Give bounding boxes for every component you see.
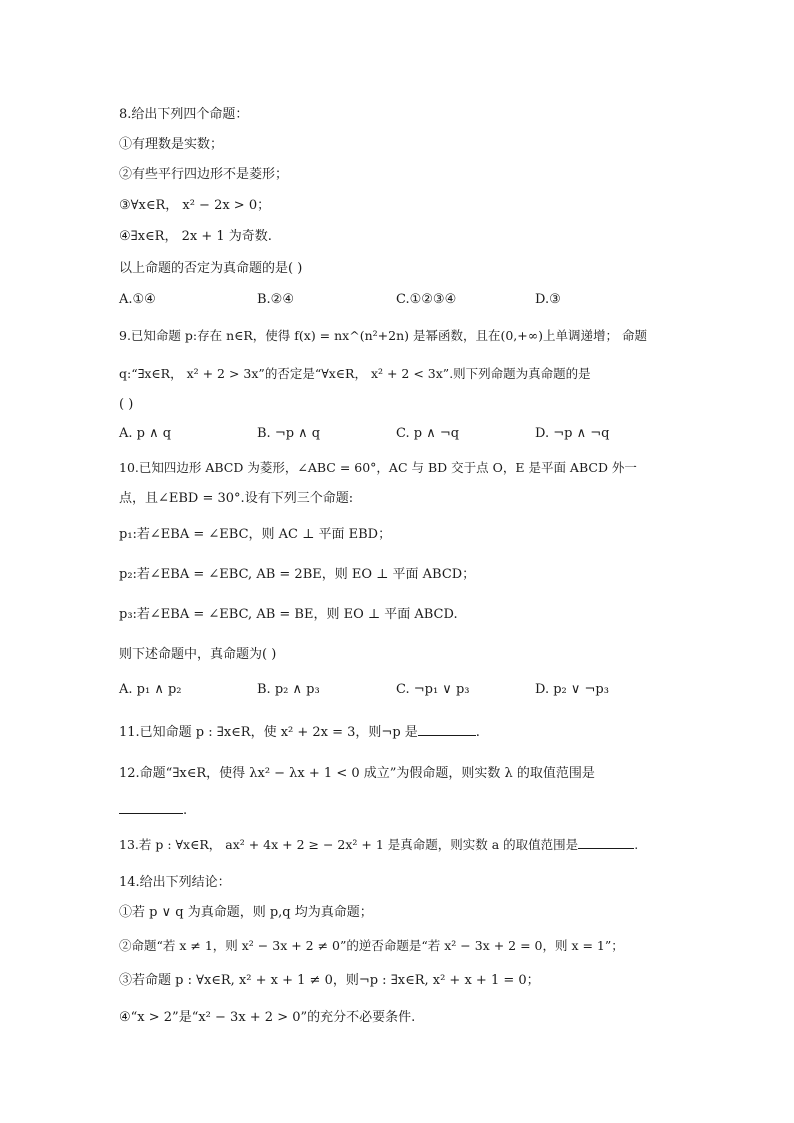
q12-answer-line (119, 801, 187, 820)
q11-end: . (475, 725, 480, 740)
q8-option-b[interactable]: B.②④ (257, 292, 294, 307)
q12-text: 12.命题“∃x∈R，使得 λx² − λx + 1 < 0 成立”为假命题，则实数 λ 的取值范围是 (119, 766, 595, 781)
q14-item-3: ③若命题 p : ∀x∈R, x² + x + 1 ≠ 0，则¬p : ∃x∈R, x² + x + 1 = 0； (119, 973, 540, 988)
q8-stem: 8.给出下列四个命题： (119, 107, 249, 122)
q10-option-c[interactable]: C. ¬p₁ ∨ p₃ (396, 682, 470, 697)
q11-answer-blank[interactable] (418, 723, 476, 736)
q8-option-d[interactable]: D.③ (535, 292, 561, 307)
q10-option-a[interactable]: A. p₁ ∧ p₂ (119, 682, 182, 697)
q13-end: . (634, 837, 639, 852)
q9-option-d[interactable]: D. ¬p ∧ ¬q (535, 426, 610, 441)
q10-p1: p₁:若∠EBA = ∠EBC，则 AC ⊥ 平面 EBD； (119, 527, 392, 542)
q9-option-c[interactable]: C. p ∧ ¬q (396, 426, 460, 441)
q9-line-2: q:“∃x∈R， x² + 2 > 3x”的否定是“∀x∈R， x² + 2 < 3x”.则下列命题为真命题的是 (119, 366, 591, 381)
q10-line-2: 点，且∠EBD = 30°.设有下列三个命题: (119, 491, 354, 506)
q13-answer-blank[interactable] (578, 836, 634, 849)
q8-item-2: ②有些平行四边形不是菱形； (119, 167, 289, 182)
q10-option-b[interactable]: B. p₂ ∧ p₃ (257, 682, 320, 697)
q10-question: 则下述命题中，真命题为( ) (119, 647, 277, 662)
q10-p2: p₂:若∠EBA = ∠EBC, AB = 2BE，则 EO ⊥ 平面 ABCD； (119, 567, 476, 582)
q14-item-4: ④“x > 2”是“x² − 3x + 2 > 0”的充分不必要条件. (119, 1010, 416, 1025)
q14-item-2: ②命题“若 x ≠ 1，则 x² − 3x + 2 ≠ 0”的逆否命题是“若 x² − 3x + 2 = 0，则 x = 1”； (119, 938, 624, 953)
q8-option-c[interactable]: C.①②③④ (396, 292, 457, 307)
q9-option-b[interactable]: B. ¬p ∧ q (257, 426, 321, 441)
q13-line (119, 836, 638, 854)
q8-option-a[interactable]: A.①④ (119, 292, 156, 307)
q11-text: 11.已知命题 p : ∃x∈R，使 x² + 2x = 3，则¬p 是 (119, 725, 418, 740)
q9-option-a[interactable]: A. p ∧ q (119, 426, 172, 441)
q8-item-3: ③∀x∈R， x² − 2x > 0； (119, 198, 271, 213)
q10-p3: p₃:若∠EBA = ∠EBC, AB = BE，则 EO ⊥ 平面 ABCD. (119, 607, 458, 622)
q12-answer-blank[interactable] (119, 801, 183, 814)
q10-line-1: 10.已知四边形 ABCD 为菱形，∠ABC = 60°，AC 与 BD 交于点 O，E 是平面 ABCD 外一 (119, 460, 637, 475)
q14-item-1: ①若 p ∨ q 为真命题，则 p,q 均为真命题； (119, 905, 373, 920)
q9-line-1: 9.已知命题 p:存在 n∈R，使得 f(x) = nx^(n²+2n) 是幂函数，且在(0,+∞)上单调递增； 命题 (119, 328, 648, 343)
q8-item-1: ①有理数是实数； (119, 137, 224, 152)
q13-text: 13.若 p : ∀x∈R， ax² + 4x + 2 ≥ − 2x² + 1 是真命题，则实数 a 的取值范围是 (119, 837, 579, 852)
q9-line-3: ( ) (119, 397, 134, 412)
q14-stem: 14.给出下列结论： (119, 875, 231, 890)
q10-option-d[interactable]: D. p₂ ∨ ¬p₃ (535, 682, 609, 697)
q12-end: . (183, 803, 188, 818)
q11-line (119, 723, 480, 742)
q8-question: 以上命题的否定为真命题的是( ) (119, 261, 303, 276)
q8-item-4: ④∃x∈R， 2x + 1 为奇数. (119, 229, 272, 244)
